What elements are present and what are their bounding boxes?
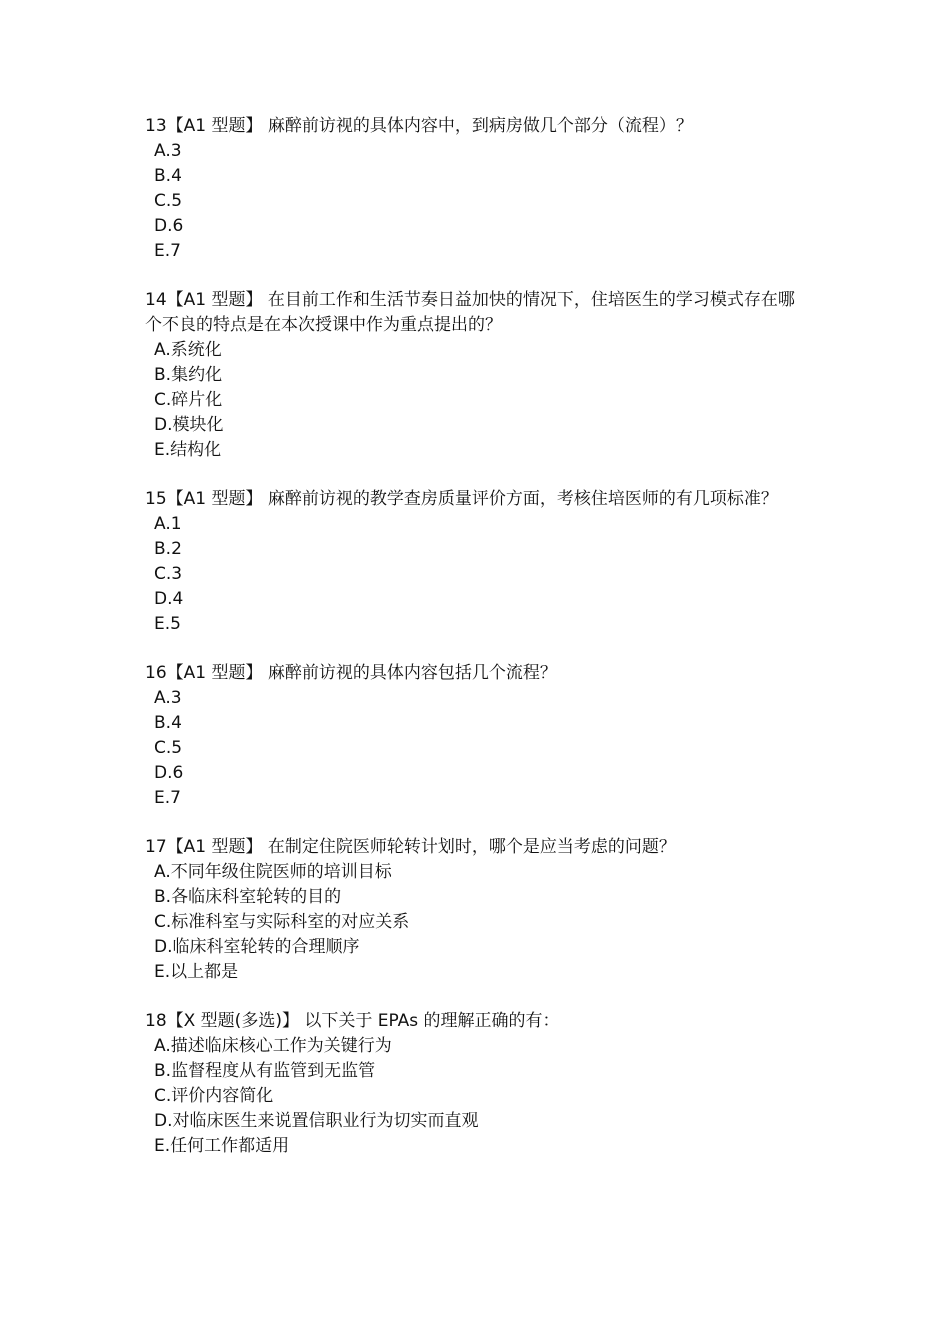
option-d: D.临床科室轮转的合理顺序 [154,937,360,957]
question-text: 14【A1 型题】 在目前工作和生活节奏日益加快的情况下，住培医生的学习模式存在哪个不良的特点是在本次授课中作为重点提出的？ [145,290,795,335]
option-b: B.4 [154,166,182,186]
question-15 [145,487,805,637]
option-d: D.6 [154,216,184,236]
question-16 [145,661,805,811]
option-e: E.7 [154,788,181,808]
question-17 [145,835,805,985]
question-18 [145,1009,805,1159]
option-d: D.模块化 [154,415,224,435]
option-c: C.5 [154,738,183,758]
option-a: A.不同年级住院医师的培训目标 [154,862,392,882]
option-list [145,686,805,811]
option-d: D.对临床医生来说置信职业行为切实而直观 [154,1111,479,1131]
option-e: E.结构化 [154,440,222,460]
option-b: B.监督程度从有监管到无监管 [154,1061,376,1081]
option-e: E.7 [154,241,181,261]
question-text: 13【A1 型题】 麻醉前访视的具体内容中，到病房做几个部分（流程）？ [145,116,693,136]
question-14 [145,288,805,463]
option-c: C.5 [154,191,183,211]
option-list [145,512,805,637]
option-e: E.以上都是 [154,962,239,982]
option-b: B.2 [154,539,182,559]
option-b: B.集约化 [154,365,223,385]
option-b: B.各临床科室轮转的目的 [154,887,342,907]
option-list [145,860,805,985]
option-list [145,139,805,264]
option-a: A.系统化 [154,340,222,360]
question-13 [145,114,805,264]
question-list [145,114,805,1183]
option-a: A.3 [154,141,182,161]
option-c: C.碎片化 [154,390,223,410]
option-c: C.3 [154,564,183,584]
question-text: 16【A1 型题】 麻醉前访视的具体内容包括几个流程？ [145,663,557,683]
option-d: D.6 [154,763,184,783]
option-d: D.4 [154,589,184,609]
question-text: 18【X 型题(多选)】 以下关于 EPAs 的理解正确的有： [145,1011,560,1031]
option-a: A.3 [154,688,182,708]
option-c: C.标准科室与实际科室的对应关系 [154,912,410,932]
option-a: A.描述临床核心工作为关键行为 [154,1036,392,1056]
option-e: E.任何工作都适用 [154,1136,290,1156]
question-text: 15【A1 型题】 麻醉前访视的教学查房质量评价方面，考核住培医师的有几项标准？ [145,489,778,509]
question-text: 17【A1 型题】 在制定住院医师轮转计划时，哪个是应当考虑的问题？ [145,837,676,857]
option-list [145,338,805,463]
option-list [145,1034,805,1159]
option-b: B.4 [154,713,182,733]
option-a: A.1 [154,514,182,534]
option-c: C.评价内容简化 [154,1086,274,1106]
option-e: E.5 [154,614,181,634]
